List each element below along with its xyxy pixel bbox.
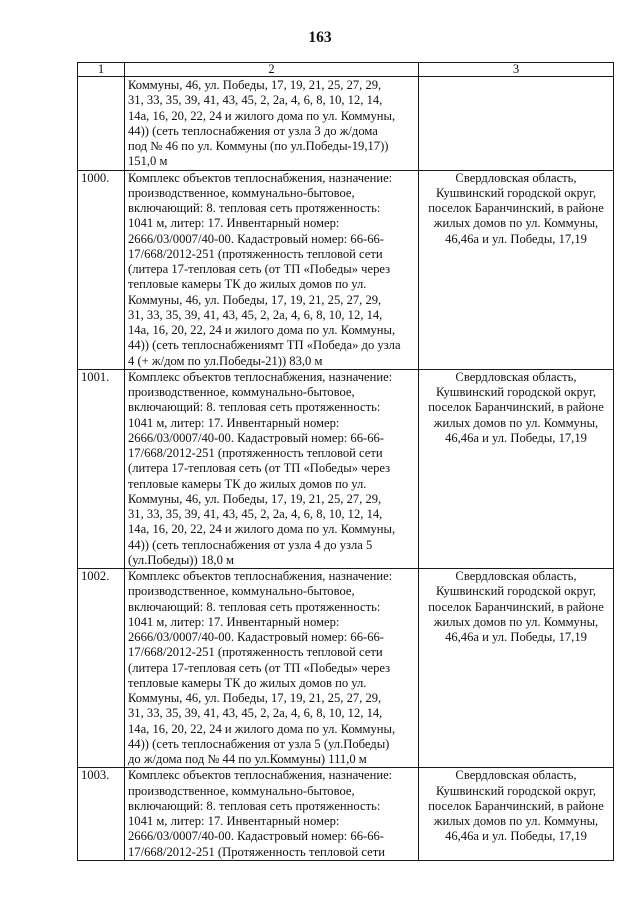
description-line: включающий: 8. тепловая сеть протяженность: (128, 201, 381, 215)
description-line: 44)) (сеть теплоснабжения от узла 3 до ж/дома (128, 123, 378, 138)
description-line: Комплекс объектов теплоснабжения, назначение: (128, 768, 393, 783)
description-line: Комплекс объектов теплоснабжения, назначение: (128, 369, 393, 384)
description-line: 17/668/2012-251 (протяженность тепловой сети (128, 446, 383, 460)
description-line: 2666/03/0007/40-00. Кадастровый номер: 66-66- (128, 829, 384, 844)
description-line: производственное, коммунально-бытовое, (128, 783, 355, 798)
location-line: Свердловская область, (455, 369, 577, 384)
description-line: (ул.Победы)) 18,0 м (128, 552, 234, 567)
description-line: 14а, 16, 20, 22, 24 и жилого дома по ул. Коммуны, (128, 522, 396, 537)
location-line: поселок Баранчинский, в районе (428, 400, 604, 415)
description-line: 44)) (сеть теплоснабжения от узла 4 до узла 5 (128, 537, 373, 552)
description-line: включающий: 8. тепловая сеть протяженность: (128, 400, 381, 415)
row-number-cell: 1000. (78, 170, 125, 369)
description-line: до ж/дома под № 44 по ул.Коммуны) 111,0 м (128, 752, 367, 766)
row-number-cell: 1001. (78, 369, 125, 568)
column-header-3: 3 (419, 63, 614, 77)
row-location-cell (419, 569, 614, 768)
description-line: 2666/03/0007/40-00. Кадастровый номер: 66-66- (128, 231, 384, 246)
location-line: жилых домов по ул. Коммуны, (433, 814, 599, 828)
location-line: Кушвинский городской округ, (436, 783, 596, 798)
row-number-cell (78, 77, 125, 171)
location-line: жилых домов по ул. Коммуны, (433, 216, 599, 231)
location-line: Свердловская область, (455, 569, 577, 583)
location-line: 46,46а и ул. Победы, 17,19 (445, 231, 587, 246)
description-line: 2666/03/0007/40-00. Кадастровый номер: 66-66- (128, 430, 384, 445)
description-line: 17/668/2012-251 (Протяженность тепловой сети (128, 844, 385, 859)
page-number: 163 (308, 29, 332, 46)
description-line: производственное, коммунально-бытовое, (128, 584, 355, 599)
description-line: Коммуны, 46, ул. Победы, 17, 19, 21, 25, 27, 29, (128, 691, 382, 705)
description-line: 31, 33, 35, 39, 41, 43, 45, 2, 2а, 4, 6, 8, 10, 12, 14, (128, 507, 383, 521)
description-line: 14а, 16, 20, 22, 24 и жилого дома по ул. Коммуны, (128, 721, 396, 736)
description-line: 31, 33, 35, 39, 41, 43, 45, 2, 2а, 4, 6, 8, 10, 12, 14, (128, 706, 383, 721)
table-row (78, 569, 614, 768)
location-line: поселок Баранчинский, в районе (428, 798, 604, 813)
table-header-row (78, 63, 614, 77)
description-line: 1041 м, литер: 17. Инвентарный номер: (128, 614, 340, 629)
description-line: Комплекс объектов теплоснабжения, назначение: (128, 569, 393, 583)
row-description-cell (125, 77, 419, 171)
location-line: 46,46а и ул. Победы, 17,19 (445, 630, 587, 644)
row-location-cell (419, 77, 614, 171)
description-line: 31, 33, 35, 39, 41, 43, 45, 2, 2а, 4, 6, 8, 10, 12, 14, (128, 307, 383, 322)
description-line: Коммуны, 46, ул. Победы, 17, 19, 21, 25, 27, 29, (128, 78, 382, 92)
table-row (78, 369, 614, 568)
description-line: 2666/03/0007/40-00. Кадастровый номер: 66-66- (128, 630, 384, 644)
table-body (78, 77, 614, 861)
location-line: Свердловская область, (455, 768, 577, 783)
row-location-cell (419, 369, 614, 568)
location-line: 46,46а и ул. Победы, 17,19 (445, 430, 587, 445)
description-line: включающий: 8. тепловая сеть протяженность: (128, 798, 381, 813)
table-row-continuation (78, 77, 614, 171)
location-line: Кушвинский городской округ, (436, 385, 596, 399)
description-line: (литера 17-тепловая сеть (от ТП «Победы» через (128, 262, 391, 276)
row-description-cell (125, 569, 419, 768)
row-description-cell (125, 369, 419, 568)
description-line: тепловые камеры ТК до жилых домов по ул. (128, 675, 367, 690)
registry-table (77, 62, 614, 861)
description-line: Коммуны, 46, ул. Победы, 17, 19, 21, 25, 27, 29, (128, 292, 382, 307)
table-row (78, 768, 614, 861)
row-location-cell (419, 768, 614, 861)
description-line: 1041 м, литер: 17. Инвентарный номер: (128, 814, 340, 828)
description-line: 1041 м, литер: 17. Инвентарный номер: (128, 415, 340, 430)
location-line: Кушвинский городской округ, (436, 185, 596, 200)
description-line: 44)) (сеть теплоснабжения от узла 5 (ул.Победы) (128, 736, 390, 751)
description-line: 151,0 м (128, 154, 168, 169)
description-line: тепловые камеры ТК до жилых домов по ул. (128, 277, 367, 292)
description-line: (литера 17-тепловая сеть (от ТП «Победы» через (128, 461, 391, 476)
table-row (78, 170, 614, 369)
description-line: 31, 33, 35, 39, 41, 43, 45, 2, 2а, 4, 6, 8, 10, 12, 14, (128, 93, 383, 108)
description-line: под № 46 по ул. Коммуны (по ул.Победы-19,17)) (128, 139, 389, 153)
row-location-cell (419, 170, 614, 369)
location-line: поселок Баранчинский, в районе (428, 201, 604, 215)
description-line: 17/668/2012-251 (протяженность тепловой сети (128, 645, 383, 660)
description-line: производственное, коммунально-бытовое, (128, 385, 355, 399)
description-line: 44)) (сеть теплоснабжениямт ТП «Победа» до узла (128, 338, 401, 353)
location-line: Свердловская область, (455, 170, 577, 185)
description-line: тепловые камеры ТК до жилых домов по ул. (128, 476, 367, 491)
description-line: (литера 17-тепловая сеть (от ТП «Победы» через (128, 660, 391, 675)
description-line: 1041 м, литер: 17. Инвентарный номер: (128, 216, 340, 231)
location-line: 46,46а и ул. Победы, 17,19 (445, 829, 587, 844)
description-line: 14а, 16, 20, 22, 24 и жилого дома по ул. Коммуны, (128, 323, 396, 337)
description-line: 17/668/2012-251 (протяженность тепловой сети (128, 246, 383, 261)
description-line: 14а, 16, 20, 22, 24 и жилого дома по ул. Коммуны, (128, 108, 396, 123)
row-number-cell: 1003. (78, 768, 125, 861)
description-line: 4 (+ ж/дом по ул.Победы-21)) 83,0 м (128, 353, 323, 368)
description-line: Комплекс объектов теплоснабжения, назначение: (128, 170, 393, 185)
row-description-cell (125, 170, 419, 369)
location-line: жилых домов по ул. Коммуны, (433, 415, 599, 430)
column-header-2: 2 (125, 63, 419, 77)
location-line: поселок Баранчинский, в районе (428, 599, 604, 614)
description-line: включающий: 8. тепловая сеть протяженность: (128, 599, 381, 614)
row-description-cell (125, 768, 419, 861)
description-line: производственное, коммунально-бытовое, (128, 185, 355, 200)
column-header-1: 1 (78, 63, 125, 77)
location-line: жилых домов по ул. Коммуны, (433, 614, 599, 629)
description-line: Коммуны, 46, ул. Победы, 17, 19, 21, 25, 27, 29, (128, 491, 382, 506)
location-line: Кушвинский городской округ, (436, 584, 596, 599)
row-number-cell: 1002. (78, 569, 125, 768)
